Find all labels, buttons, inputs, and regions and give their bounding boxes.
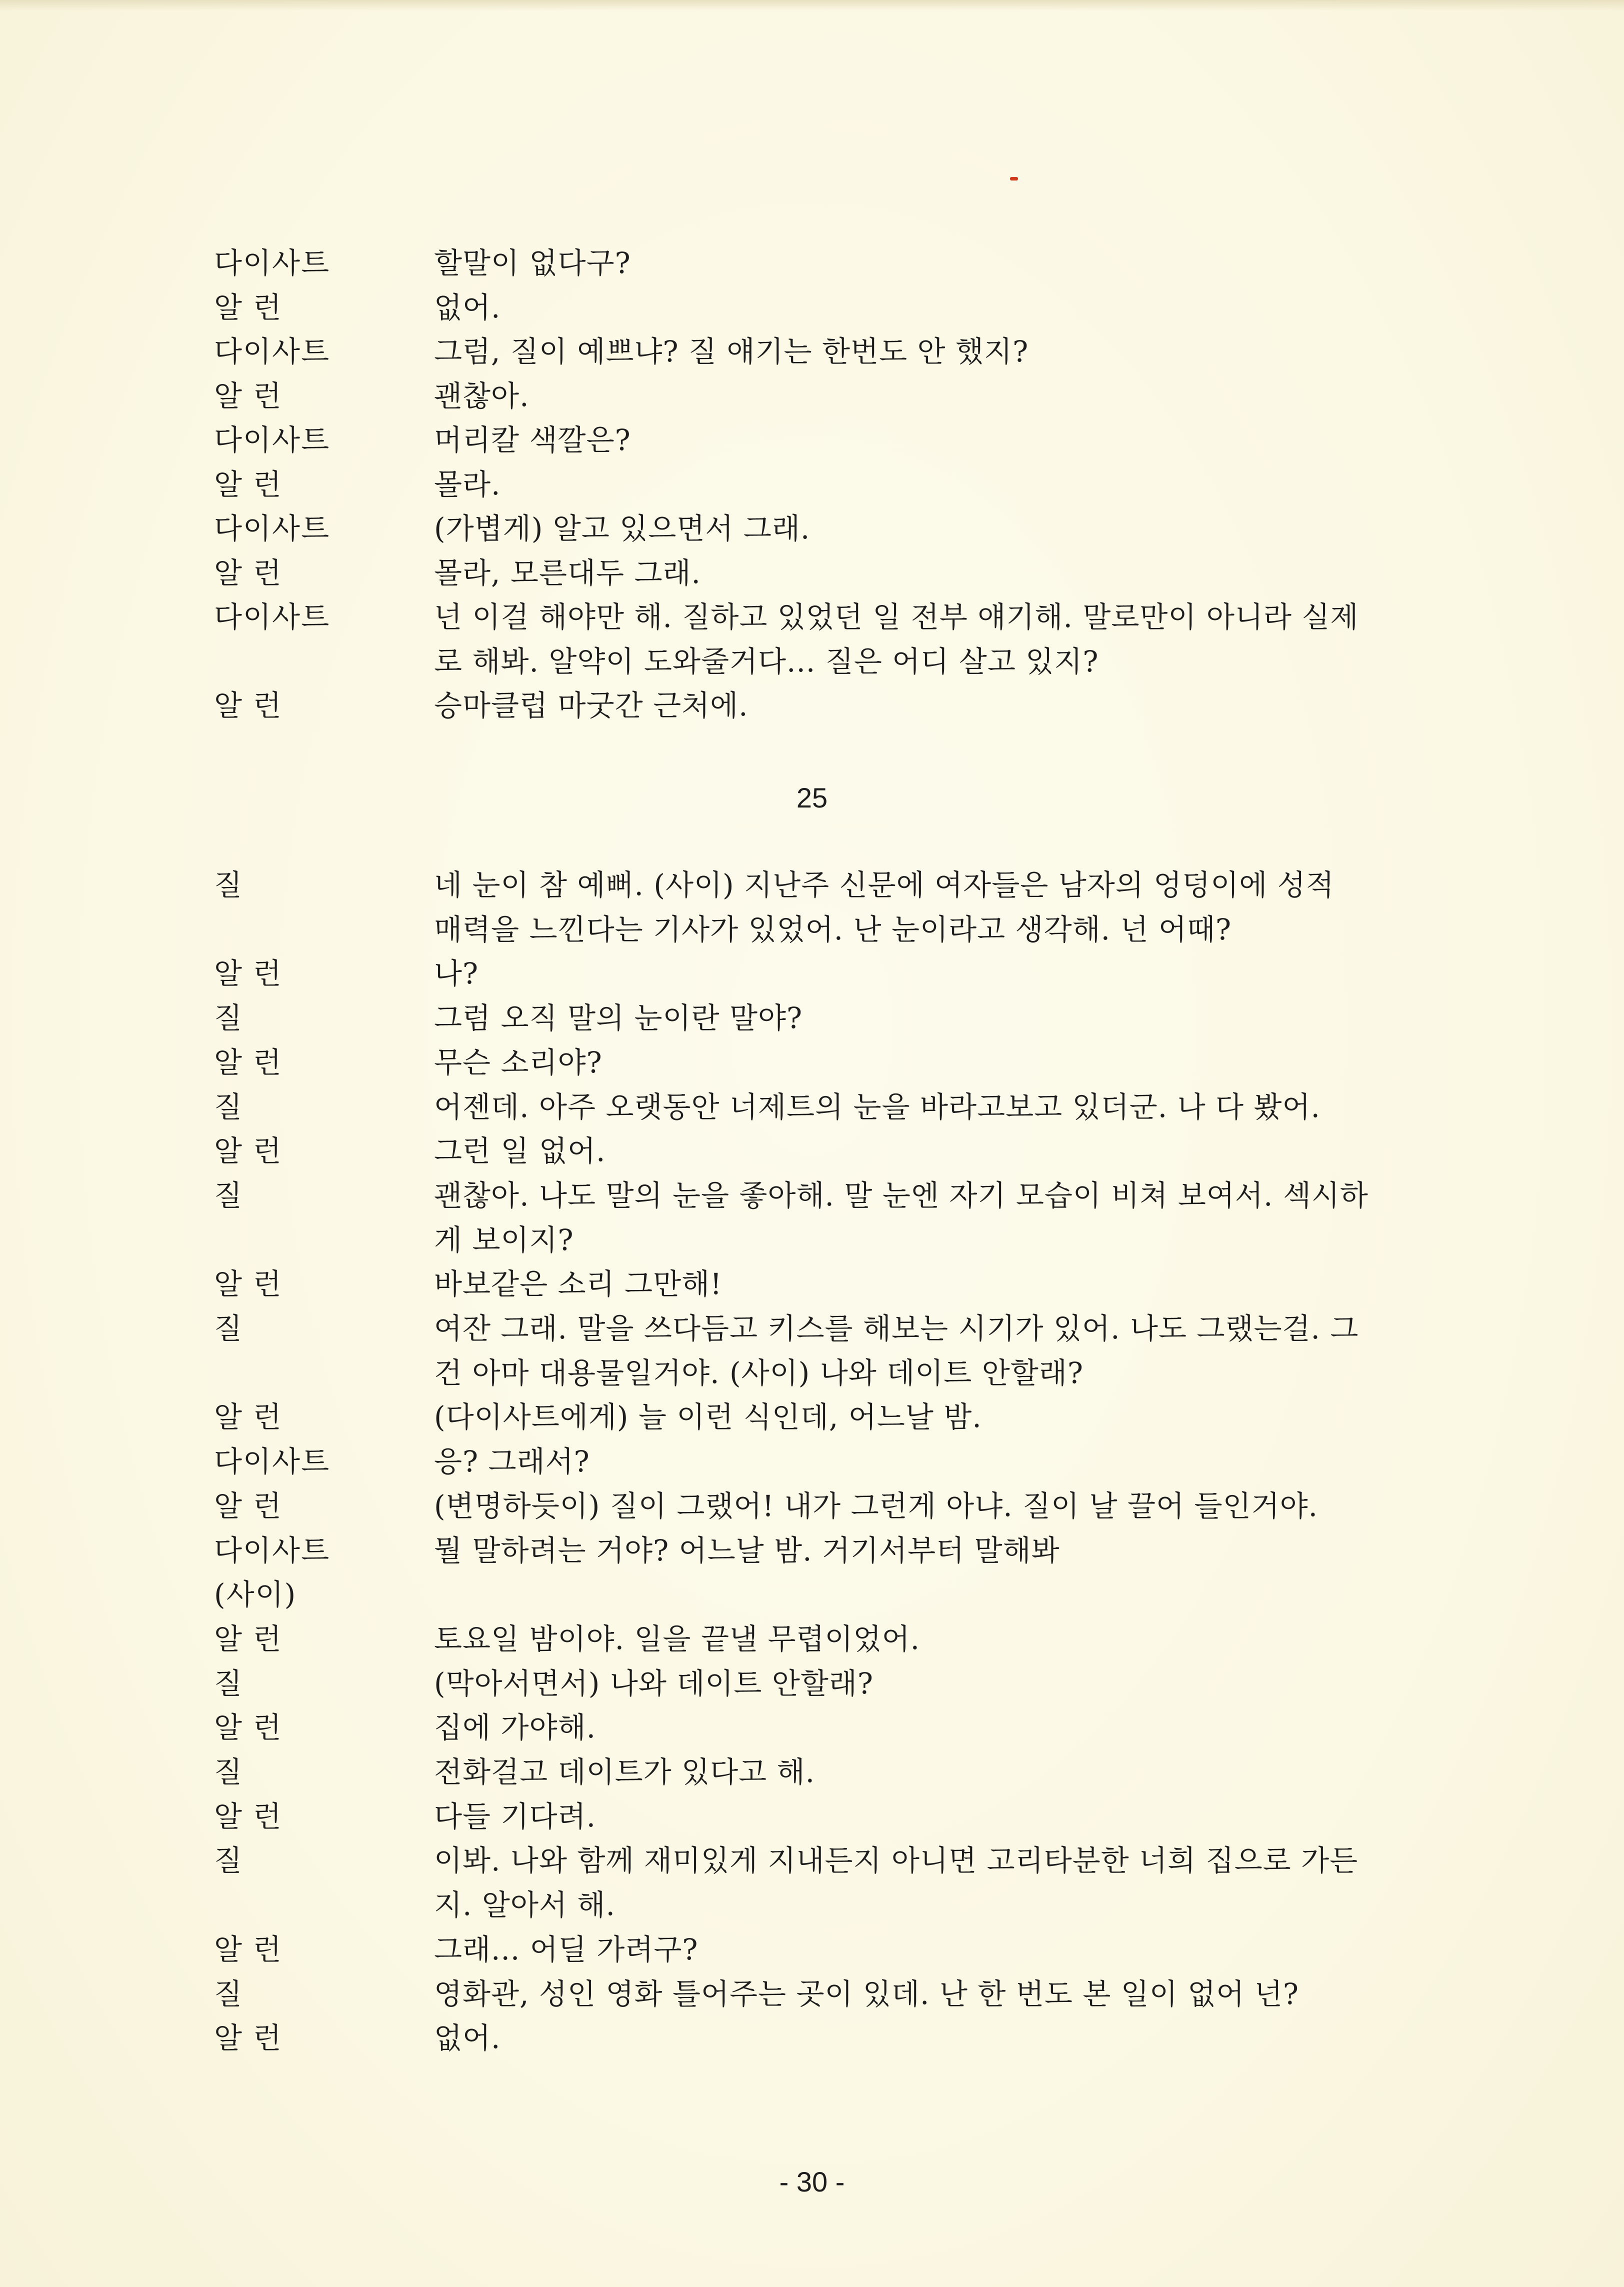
speech-text: 매력을 느낀다는 기사가 있었어. 난 눈이라고 생각해. 넌 어때? <box>434 912 1232 946</box>
speech-text: 이봐. 나와 함께 재미있게 지내든지 아니면 고리타분한 너희 집으로 가든 <box>434 1844 1358 1878</box>
speech-text: 집에 가야해. <box>434 1710 596 1745</box>
speech-text: 몰라, 모른대두 그래. <box>434 556 701 590</box>
speech-text: (다이사트에게) 늘 이런 식인데, 어느날 밤. <box>434 1400 982 1434</box>
speaker-name: 알 런 <box>214 378 282 413</box>
speech-text: 지. 알아서 해. <box>434 1888 616 1922</box>
speaker-name: 질 <box>214 1755 244 1789</box>
speech-text: 나? <box>434 956 479 991</box>
scene-number: 25 <box>796 782 828 814</box>
speech-text: 없어. <box>434 2021 501 2056</box>
speaker-name: 알 런 <box>214 1932 282 1966</box>
speech-text: 그래... 어딜 가려구? <box>434 1932 698 1966</box>
page-number: - 30 - <box>779 2166 845 2198</box>
speaker-name: 다이사트 <box>214 1533 330 1568</box>
speech-text: 승마클럽 마굿간 근처에. <box>434 688 748 722</box>
speech-text: 건 아마 대용물일거야. (사이) 나와 데이트 안할래? <box>434 1356 1084 1390</box>
red-ink-mark <box>1010 177 1018 180</box>
speech-text: 게 보이지? <box>434 1222 574 1257</box>
speech-text: 그럼, 질이 예쁘냐? 질 얘기는 한번도 안 했지? <box>434 334 1029 368</box>
speech-text: 영화관, 성인 영화 틀어주는 곳이 있데. 난 한 번도 본 일이 없어 넌? <box>434 1976 1299 2011</box>
speaker-name: 질 <box>214 1001 244 1036</box>
speaker-name: 다이사트 <box>214 334 330 368</box>
speaker-name: 알 런 <box>214 290 282 324</box>
speaker-name: 알 런 <box>214 1134 282 1168</box>
speaker-name: 알 런 <box>214 1267 282 1302</box>
speech-text: 로 해봐. 알약이 도와줄거다... 질은 어디 살고 있지? <box>434 644 1099 678</box>
speaker-name: 알 런 <box>214 1710 282 1745</box>
speech-text: 그런 일 없어. <box>434 1134 606 1168</box>
speaker-name: 다이사트 <box>214 423 330 457</box>
speech-text: (변명하듯이) 질이 그랬어! 내가 그런게 아냐. 질이 날 끌어 들인거야. <box>434 1488 1318 1523</box>
speech-text: (가볍게) 알고 있으면서 그래. <box>434 512 810 546</box>
speaker-name: (사이) <box>214 1578 297 1612</box>
speaker-name: 알 런 <box>214 1400 282 1434</box>
speech-text: (막아서면서) 나와 데이트 안할래? <box>434 1666 874 1700</box>
speech-text: 다들 기다려. <box>434 1799 596 1834</box>
speech-text: 토요일 밤이야. 일을 끝낼 무렵이었어. <box>434 1622 920 1656</box>
speaker-name: 질 <box>214 1666 244 1700</box>
speech-text: 응? 그래서? <box>434 1444 590 1479</box>
speech-text: 몰라. <box>434 467 501 502</box>
speech-text: 네 눈이 참 예뻐. (사이) 지난주 신문에 여자들은 남자의 엉덩이에 성적 <box>434 868 1334 902</box>
speaker-name: 다이사트 <box>214 512 330 546</box>
speaker-name: 알 런 <box>214 1622 282 1656</box>
speaker-name: 알 런 <box>214 1488 282 1523</box>
speaker-name: 질 <box>214 868 244 902</box>
speech-text: 괜찮아. 나도 말의 눈을 좋아해. 말 눈엔 자기 모습이 비쳐 보여서. 섹시하 <box>434 1178 1368 1212</box>
speech-text: 그럼 오직 말의 눈이란 말야? <box>434 1001 803 1036</box>
speaker-name: 질 <box>214 1844 244 1878</box>
speaker-name: 알 런 <box>214 2021 282 2056</box>
speaker-name: 질 <box>214 1090 244 1124</box>
speech-text: 머리칼 색깔은? <box>434 423 631 457</box>
speech-text: 전화걸고 데이트가 있다고 해. <box>434 1755 816 1789</box>
speech-text: 없어. <box>434 290 501 324</box>
speech-text: 어젠데. 아주 오랫동안 너제트의 눈을 바라고보고 있더군. 나 다 봤어. <box>434 1090 1320 1124</box>
speaker-name: 알 런 <box>214 556 282 590</box>
speaker-name: 다이사트 <box>214 1444 330 1479</box>
speaker-name: 질 <box>214 1178 244 1212</box>
speech-text: 무슨 소리야? <box>434 1045 602 1080</box>
speech-text: 바보같은 소리 그만해! <box>434 1267 722 1302</box>
speaker-name: 알 런 <box>214 956 282 991</box>
speaker-name: 질 <box>214 1976 244 2011</box>
speech-text: 괜찮아. <box>434 378 530 413</box>
speaker-name: 알 런 <box>214 1799 282 1834</box>
speaker-name: 다이사트 <box>214 600 330 634</box>
speaker-name: 알 런 <box>214 467 282 502</box>
speaker-name: 알 런 <box>214 1045 282 1080</box>
speaker-name: 질 <box>214 1312 244 1346</box>
speaker-name: 알 런 <box>214 688 282 722</box>
speech-text: 넌 이걸 해야만 해. 질하고 있었던 일 전부 얘기해. 말로만이 아니라 실제 <box>434 600 1359 634</box>
paper-edge <box>0 0 1624 11</box>
speaker-name: 다이사트 <box>214 246 330 280</box>
speech-text: 뭘 말하려는 거야? 어느날 밤. 거기서부터 말해봐 <box>434 1533 1060 1568</box>
speech-text: 여잔 그래. 말을 쓰다듬고 키스를 해보는 시기가 있어. 나도 그랬는걸. 그 <box>434 1312 1359 1346</box>
speech-text: 할말이 없다구? <box>434 246 631 280</box>
